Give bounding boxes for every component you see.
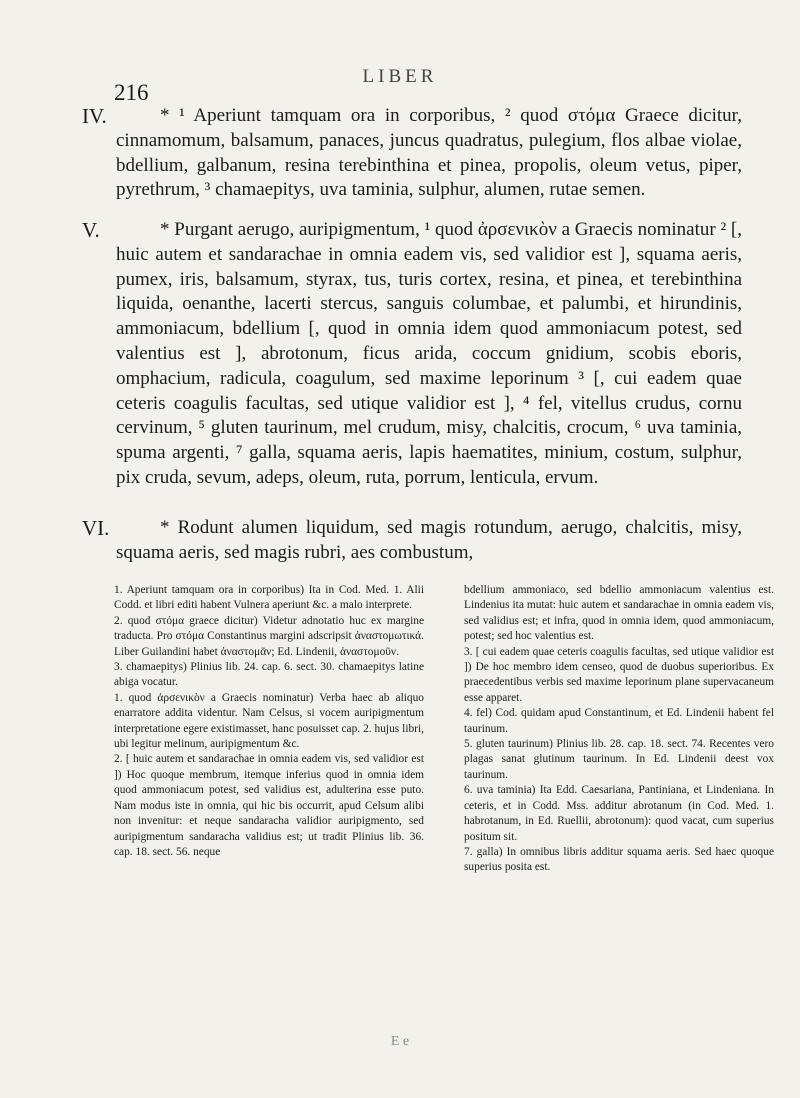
footnote: 6. uva taminia) Ita Edd. Caesariana, Pantiniana, et Lindeniana. In ceteris, et in Codd. Mss. additur abrotanum (in Cod. Med. 1. habrotanum, in Ed. Ruellii, abrotonum): quod vacat, cum superius positum sit. [464,784,774,843]
footnote: 2. quod στόμα graece dicitur) Videtur adnotatio huc ex margine traducta. Pro στόμα Constantinus margini adscripsit ἀναστομωτικά. Liber Guilandini habet ἀναστομᾶν; Ed. Lindenii, ἀναστομοῦν. [114,614,424,658]
section-6 [82,516,742,566]
section-number: IV. [82,104,107,128]
footnote: 4. fel) Cod. quidam apud Constantinum, et Ed. Lindenii habent fel taurinum. [464,707,774,735]
section-text: * Rodunt alumen liquidum, sed magis rotundum, aerugo, chalcitis, misy, squama aeris, sed magis rubri, aes combustum, [116,517,742,563]
section-5 [82,218,742,516]
section-number: V. [82,218,100,242]
footnote: 3. [ cui eadem quae ceteris coagulis facultas, sed utique validior est ]) De hoc membro idem censeo, quod de duobus superioribus. Ex praecedentibus verbis sed maxime leporinum plane supervacaneum esse apparet. [464,645,774,704]
footnote: bdellium ammoniaco, sed bdellio ammoniacum valentius est. Lindenius ita mutat: huic autem et sandarachae in omnia eadem vis, sed validius est; et infra, quod in omnia idem, quod ammoniacum, potest; sed hoc valentius est. [464,584,774,643]
section-4 [82,104,742,218]
footnote: 7. galla) In omnibus libris additur squama aeris. Sed haec quoque superius posita est. [464,845,774,874]
footnote: 1. Aperiunt tamquam ora in corporibus) Ita in Cod. Med. 1. Alii Codd. et libri editi habent Vulnera aperiunt &c. a malo interprete. [114,584,424,612]
footnotes-right-column [464,583,774,876]
footnote: 2. [ huic autem et sandarachae in omnia eadem vis, sed validior est ]) Hoc quoque membrum, itemque inferius quod in omnia idem quod ammoniacum potest, sed validius est, adulterina esse puto. Nam modus iste in omnia, qui hic bis occurrit, apud Celsum alibi non invenitur: et neque sandaracha validior auripigmento, sed auripigmentum sandaracha validius est; ut tradit Plinius lib. 36. cap. 18. sect. 56. neque [114,753,424,858]
section-number: VI. [82,516,110,540]
page-number: 216 [114,80,149,105]
signature-mark: E e [390,1034,410,1049]
footnote: 1. quod ἀρσενικὸν a Graecis nominatur) Verba haec ab aliquo enarratore addita videntur. Nam Celsus, si vocem auripigmentum interpretatione egere existimasset, hanc posuisset cap. 2. hujus libri, ubi legitur melinum, auripigmentum &c. [114,691,424,751]
section-text: * Purgant aerugo, auripigmentum, ¹ quod ἀρσενικὸν a Graecis nominatur ² [, huic autem et sandarachae in omnia eadem vis, sed validior est ], squama aeris, pumex, iris, balsamum, styrax, tus, turis cortex, resina, et pinea, et terebinthina liquida, oenanthe, lacerti stercus, sanguis columbae, et palumbi, et hirundinis, ammoniacum, bdellium [, quod in omnia idem quod ammoniacum potest, sed valentius est ], abrotonum, ficus arida, coccum gnidium, scobis eboris, omphacium, radicula, coagulum, sed maxime leporinum ³ [, cui eadem quae ceteris coagulis facultas, sed utique validior est ], ⁴ fel, vitellus crudus, cornu cervinum, ⁵ gluten taurinum, mel crudum, misy, chalcitis, crocum, ⁶ uva taminia, spuma argenti, ⁷ galla, squama aeris, lapis haematites, minium, costum, sulphur, pix cruda, sevum, adeps, oleum, ruta, porrum, lenticula, ervum. [116,219,742,488]
footnote: 3. chamaepitys) Plinius lib. 24. cap. 6. sect. 30. chamaepitys latine abiga vocatur. [114,661,424,689]
footnote: 5. gluten taurinum) Plinius lib. 28. cap. 18. sect. 74. Recentes vero plagas sanat glutinum taurinum. In Ed. Lindenii deest vox taurinum. [464,738,774,781]
footnotes [114,583,774,876]
footnotes-left-column [114,583,424,876]
running-head: LIBER [362,66,438,87]
main-text [82,104,742,566]
section-text: * ¹ Aperiunt tamquam ora in corporibus, ² quod στόμα Graece dicitur, cinnamomum, balsamum, panaces, juncus quadratus, pulegium, flos albae violae, bdellium, galbanum, resina terebinthina et pinea, propolis, oleum vetus, piper, pyrethrum, ³ chamaepitys, uva taminia, sulphur, alumen, rutae semen. [116,105,742,201]
